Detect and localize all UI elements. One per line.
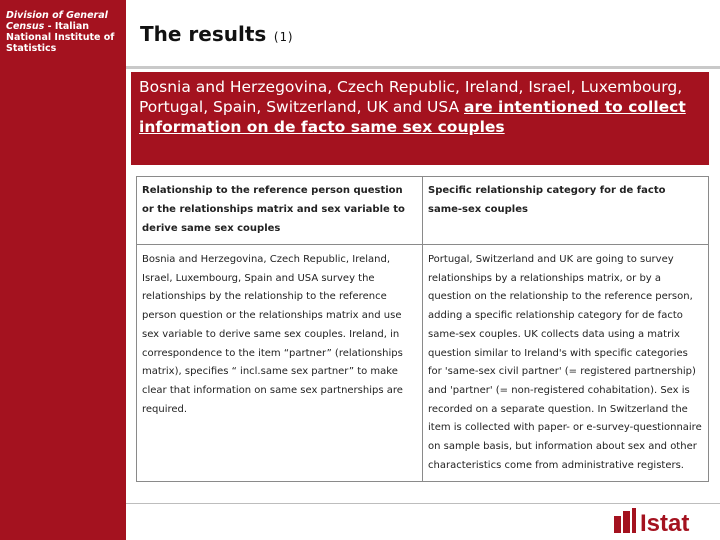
header-divider [126, 66, 720, 69]
logo-block-1 [614, 516, 621, 533]
statistics-line: Statistics [6, 43, 57, 54]
organization-name [6, 10, 122, 54]
summary-countries: Bosnia and Herzegovina, Czech Republic, Ireland, Israel, Luxembourg, Portugal, Spain, Switzerland, UK and USA [139, 78, 683, 116]
body-cell-right: Portugal, Switzerland and UK are going to survey relationships by a relationships matrix, or by a question on the relationship to the reference person, adding a specific relationship category for de facto same-sex couples. UK collects data using a matrix question similar to Ireland's with specific categories for 'same-sex civil partner' (= registered partnership) and 'partner' (= non-registered cohabitation). Sex is recorded on a separate question. In Switzerland the item is collected with paper- or e-survey-questionnaire on sample basis, but information about sex and other characteristics come from administrative registers. [423, 245, 709, 482]
body-cell-left: Bosnia and Herzegovina, Czech Republic, Ireland, Israel, Luxembourg, Spain and USA survey the relationships by the relationship to the reference person question or the relationships matrix and use sex variable to derive same sex couples. Ireland, in correspondence to the item “partner” (relationships matrix), specifies “ incl.same sex partner” to make clear that information on same sex partnerships are required. [137, 245, 423, 482]
summary-text [139, 77, 705, 137]
division-line: Division of General [6, 10, 108, 21]
page-title [140, 22, 294, 46]
table-row [137, 245, 709, 482]
summary-highlight: are intentioned to collect information on de facto same sex couples [139, 98, 686, 136]
page-title-text: The results [140, 22, 267, 46]
institute-line: National Institute of [6, 32, 115, 43]
header-cell-left: Relationship to the reference person question or the relationships matrix and sex variable to derive same sex couples [137, 177, 423, 245]
page-title-number: (1) [272, 30, 294, 44]
header-cell-right: Specific relationship category for de facto same-sex couples [423, 177, 709, 245]
table-header-row [137, 177, 709, 245]
logo-block-2 [623, 511, 630, 533]
italian-word: - Italian [44, 21, 89, 32]
census-word: Census [6, 21, 45, 32]
sidebar-panel [0, 0, 126, 540]
logo-block-3 [632, 508, 636, 533]
footer-divider [126, 503, 720, 504]
istat-logo [612, 508, 712, 534]
logo-text: Istat [640, 510, 690, 534]
results-table [136, 176, 709, 482]
